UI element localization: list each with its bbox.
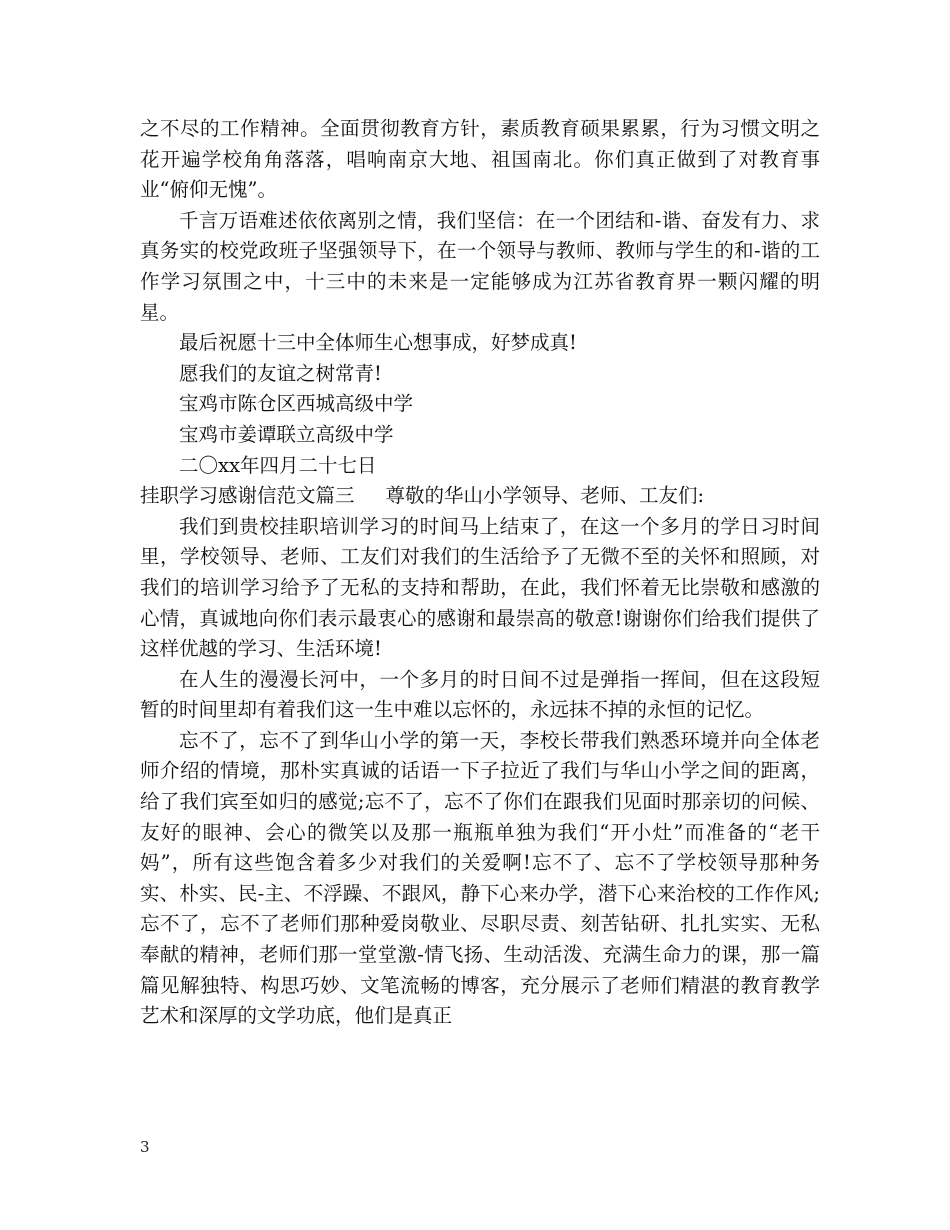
paragraph: 最后祝愿十三中全体师生心想事成，好梦成真! (179, 331, 577, 355)
section-heading: 挂职学习感谢信范文篇三 尊敬的华山小学领导、老师、工友们: (140, 484, 705, 508)
paragraph: 愿我们的友谊之树常青! (179, 361, 382, 385)
page-number: 3 (140, 1138, 150, 1156)
paragraph: 之不尽的工作精神。全面贯彻教育方针，素质教育硕果累累，行为习惯文明之花开遍学校角角落落，唱响南京大地、祖国南北。你们真正做到了对教育事业“俯仰无愧”。 (140, 117, 820, 202)
paragraph: 忘不了，忘不了到华山小学的第一天，李校长带我们熟悉环境并向全体老师介绍的情境，那朴实真诚的话语一下子拉近了我们与华山小学之间的距离，给了我们宾至如归的感觉;忘不了，忘不了你们在跟我们见面时那亲切的问候、友好的眼神、会心的微笑以及那一瓶瓶单独为我们“开小灶”而准备的“老干妈”，所有这些饱含着多少对我们的关爱啊!忘不了、忘不了学校领导那种务实、朴实、民-主、不浮躁、不跟风，静下心来办学，潜下心来治校的工作作风;忘不了，忘不了老师们那种爱岗敬业、尽职尽责、刻苦钻研、扎扎实实、无私奉献的精神，老师们那一堂堂激-情飞扬、生动活泼、充满生命力的课，那一篇篇见解独特、构思巧妙、文笔流畅的博客，充分展示了老师们精湛的教育教学艺术和深厚的文学功底，他们是真正 (140, 728, 820, 1028)
signature-date: 二〇xx年四月二十七日 (179, 453, 377, 477)
document-body (140, 114, 820, 1032)
paragraph: 千言万语难述依依离别之情，我们坚信：在一个团结和-谐、奋发有力、求真务实的校党政班子坚强领导下，在一个领导与教师、教师与学生的和-谐的工作学习氛围之中，十三中的未来是一定能够成为江苏省教育界一颗闪耀的明星。 (140, 208, 820, 324)
signature-school-2: 宝鸡市姜谭联立高级中学 (179, 422, 394, 446)
paragraph: 我们到贵校挂职培训学习的时间马上结束了，在这一个多月的学日习时间里，学校领导、老师、工友们对我们的生活给予了无微不至的关怀和照顾，对我们的培训学习给予了无私的支持和帮助，在此，我们怀着无比崇敬和感激的心情，真诚地向你们表示最衷心的感谢和最崇高的敬意!谢谢你们给我们提供了这样优越的学习、生活环境! (140, 514, 820, 661)
signature-school-1: 宝鸡市陈仓区西城高级中学 (179, 392, 414, 416)
paragraph: 在人生的漫漫长河中，一个多月的时日间不过是弹指一挥间，但在这段短暂的时间里却有着我们这一生中难以忘怀的，永远抹不掉的永恒的记忆。 (140, 667, 820, 722)
